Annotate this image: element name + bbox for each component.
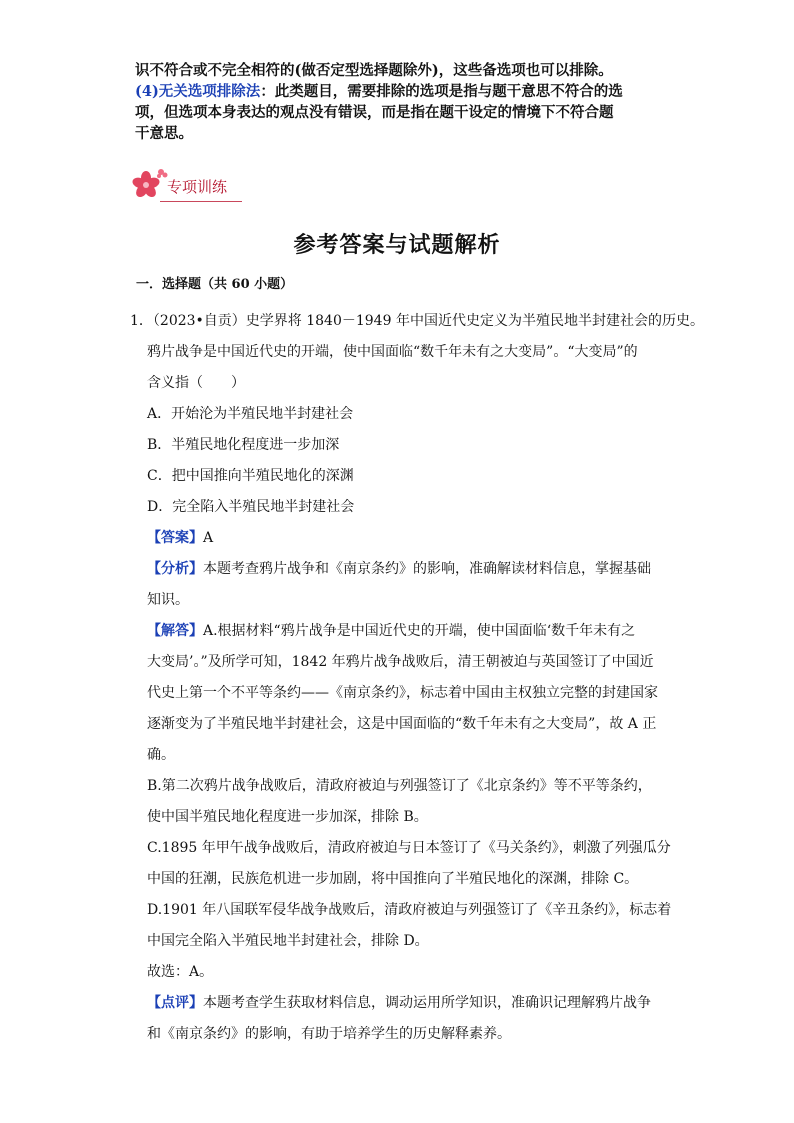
option-d: D．完全陷入半殖民地半封建社会 bbox=[147, 499, 355, 515]
solution-line: 大变局’。”及所学可知，1842 年鸦片战争战败后，清王朝被迫与英国签订了中国近 bbox=[147, 654, 654, 670]
comment-line: 和《南京条约》的影响，有助于培养学生的历史解释素养。 bbox=[147, 1026, 511, 1042]
answer-text: A bbox=[203, 530, 214, 546]
analysis-line bbox=[130, 554, 670, 585]
solution-b: B.第二次鸦片战争战败后，清政府被迫与列强签订了《北京条约》等不平等条约， bbox=[147, 778, 652, 794]
solution-line: 逐渐变为了半殖民地半封建社会，这是中国面临的“数千年未有之大变局”，故 A 正 bbox=[147, 716, 657, 732]
analysis-line: 知识。 bbox=[147, 592, 189, 608]
intro-text: ：此类题目，需要排除的选项是指与题干意思不符合的选 bbox=[260, 83, 623, 100]
section-badge-label: 专项训练 bbox=[167, 178, 228, 196]
question-stem: 鸦片战争是中国近代史的开端，使中国面临“数千年未有之大变局”。“大变局”的 bbox=[147, 344, 638, 360]
badge-underline bbox=[160, 201, 242, 202]
comment-tag: 【点评】 bbox=[147, 995, 203, 1011]
comment-line bbox=[130, 988, 670, 1019]
answer-line bbox=[130, 523, 670, 554]
page-title: 参考答案与试题解析 bbox=[293, 232, 501, 258]
intro-paragraph bbox=[135, 60, 675, 144]
choose-line: 故选：A。 bbox=[147, 964, 214, 980]
intro-line: 项，但选项本身表达的观点没有错误，而是指在题干设定的情境下不符合题 bbox=[135, 104, 614, 121]
solution-c: C.1895 年甲午战争战败后，清政府被迫与日本签订了《马关条约》，刺激了列强瓜分 bbox=[147, 840, 671, 856]
intro-line: 干意思。 bbox=[135, 125, 193, 142]
analysis-text: 本题考查鸦片战争和《南京条约》的影响，准确解读材料信息，掌握基础 bbox=[203, 561, 651, 577]
flower-icon bbox=[130, 166, 170, 206]
comment-text: 本题考查学生获取材料信息，调动运用所学知识，准确识记理解鸦片战争 bbox=[203, 995, 651, 1011]
question-stem: 含义指（ ） bbox=[147, 375, 245, 391]
solution-d: D.1901 年八国联军侵华战争战败后，清政府被迫与列强签订了《辛丑条约》，标志着 bbox=[147, 902, 672, 918]
analysis-tag: 【分析】 bbox=[147, 561, 203, 577]
solution-d: 中国完全陷入半殖民地半封建社会，排除 D。 bbox=[147, 933, 429, 949]
option-b: B．半殖民地化程度进一步加深 bbox=[147, 437, 340, 453]
intro-line bbox=[135, 81, 675, 102]
solution-line bbox=[130, 616, 670, 647]
intro-line: 识不符合或不完全相符的(做否定型选择题除外)，这些备选项也可以排除。 bbox=[135, 62, 613, 79]
section-heading: 一．选择题（共 60 小题） bbox=[136, 277, 294, 292]
option-a: A．开始沦为半殖民地半封建社会 bbox=[147, 406, 354, 422]
solution-tag: 【解答】 bbox=[147, 623, 203, 639]
question-block bbox=[130, 306, 704, 1050]
answer-tag: 【答案】 bbox=[147, 530, 203, 546]
solution-line: 代史上第一个不平等条约——《南京条约》，标志着中国由主权独立完整的封建国家 bbox=[147, 685, 658, 701]
solution-line: 确。 bbox=[147, 747, 175, 763]
section-badge bbox=[130, 166, 245, 206]
question-stem: 1．（2023•自贡）史学界将 1840－1949 年中国近代史定义为半殖民地半封建社会的历史。 bbox=[130, 313, 704, 329]
solution-b: 使中国半殖民地化程度进一步加深，排除 B。 bbox=[147, 809, 428, 825]
solution-text: A.根据材料“鸦片战争是中国近代史的开端，使中国面临‘数千年未有之 bbox=[203, 623, 636, 639]
option-c: C．把中国推向半殖民地化的深渊 bbox=[147, 468, 354, 484]
solution-c: 中国的狂潮，民族危机进一步加剧，将中国推向了半殖民地化的深渊，排除 C。 bbox=[147, 871, 639, 887]
method-label: (4)无关选项排除法 bbox=[135, 83, 261, 100]
